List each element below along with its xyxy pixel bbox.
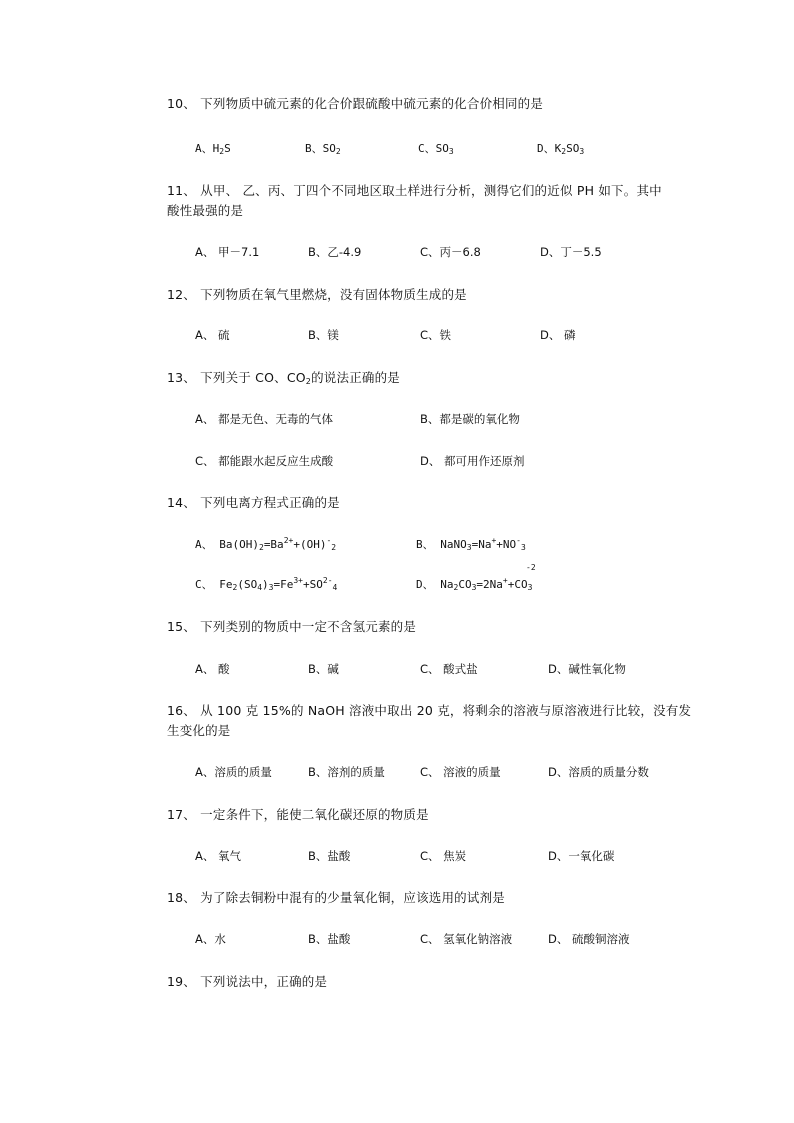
question-16-option-a: A、溶质的质量	[195, 765, 272, 779]
question-19-stem: 19、 下列说法中，正确的是	[167, 974, 328, 989]
question-16-option-c: C、 溶液的质量	[420, 765, 501, 779]
question-14-option-b: B、 $NaNO_3=Na^++NO^-_3$	[416, 536, 526, 552]
question-12-option-a: A、 硫	[195, 328, 230, 342]
question-15-stem: 15、 下列类别的物质中一定不含氢元素的是	[167, 619, 417, 634]
question-13-option-a: A、 都是无色、无毒的气体	[195, 412, 334, 426]
question-17-stem: 17、 一定条件下，能使二氧化碳还原的物质是	[167, 807, 429, 822]
question-12-option-d: D、 磷	[540, 328, 576, 342]
question-16-stem-line-1: 16、 从 100 克 15%的 NaOH 溶液中取出 20 克，将剩余的溶液与原溶液进行比较，没有发	[167, 703, 692, 718]
question-14-stem: 14、 下列电离方程式正确的是	[167, 495, 340, 510]
question-11-option-d: D、丁－5.5	[540, 245, 602, 259]
question-13-option-b: B、都是碳的氧化物	[420, 412, 520, 426]
question-11-option-c: C、丙－6.8	[420, 245, 481, 259]
question-11-stem-line-2: 酸性最强的是	[167, 203, 244, 218]
question-17-option-b: B、盐酸	[308, 849, 351, 863]
question-17-option-a: A、 氧气	[195, 849, 242, 863]
question-13-option-d: D、 都可用作还原剂	[420, 454, 525, 468]
question-16-option-d: D、溶质的质量分数	[548, 765, 649, 779]
question-17-option-d: D、一氧化碳	[548, 849, 615, 863]
question-17-option-c: C、 焦炭	[420, 849, 467, 863]
question-14-option-c: C、 $Fe_2(SO_4)_3=Fe^{3+}+SO^{2-}_4$	[195, 576, 338, 592]
question-18-stem: 18、 为了除去铜粉中混有的少量氧化铜，应该选用的试剂是	[167, 890, 505, 905]
question-16-option-b: B、溶剂的质量	[308, 765, 385, 779]
question-18-option-c: C、 氢氧化钠溶液	[420, 932, 513, 946]
question-11-stem-line-1: 11、 从甲、 乙、丙、丁四个不同地区取土样进行分析，测得它们的近似 PH 如下。其中	[167, 183, 662, 198]
question-10-option-a: A、$H_2S$	[195, 142, 231, 156]
question-11-option-a: A、 甲－7.1	[195, 245, 260, 259]
question-10-stem: 10、 下列物质中硫元素的化合价跟硫酸中硫元素的化合价相同的是	[167, 96, 544, 111]
question-14-option-a: A、 $Ba(OH)_2=Ba^{2+}+(OH)^-_2$	[195, 536, 337, 552]
question-16-stem-line-2: 生变化的是	[167, 723, 231, 738]
question-10-option-c: C、$SO_3$	[418, 142, 454, 156]
question-12-stem: 12、 下列物质在氧气里燃烧，没有固体物质生成的是	[167, 287, 467, 302]
question-14-option-d: D、 $Na_2CO_3=2Na^++CO_3$	[416, 576, 533, 592]
question-15-option-d: D、碱性氧化物	[548, 662, 626, 676]
question-18-option-d: D、 硫酸铜溶液	[548, 932, 630, 946]
question-12-option-c: C、铁	[420, 328, 452, 342]
question-11-option-b: B、乙-4.9	[308, 245, 362, 259]
question-15-option-b: B、碱	[308, 662, 339, 676]
question-18-option-a: A、水	[195, 932, 226, 946]
question-18-option-b: B、盐酸	[308, 932, 351, 946]
question-12-option-b: B、镁	[308, 328, 339, 342]
question-13-option-c: C、 都能跟水起反应生成酸	[195, 454, 334, 468]
question-15-option-c: C、 酸式盐	[420, 662, 478, 676]
question-14-option-d-raised-charge: -2	[526, 563, 536, 572]
question-13-stem: 13、 下列关于 CO、$CO_2$的说法正确的是	[167, 370, 400, 386]
question-10-option-d: D、$K_2SO_3$	[537, 142, 585, 156]
question-10-option-b: B、$SO_2$	[305, 142, 341, 156]
question-15-option-a: A、 酸	[195, 662, 230, 676]
